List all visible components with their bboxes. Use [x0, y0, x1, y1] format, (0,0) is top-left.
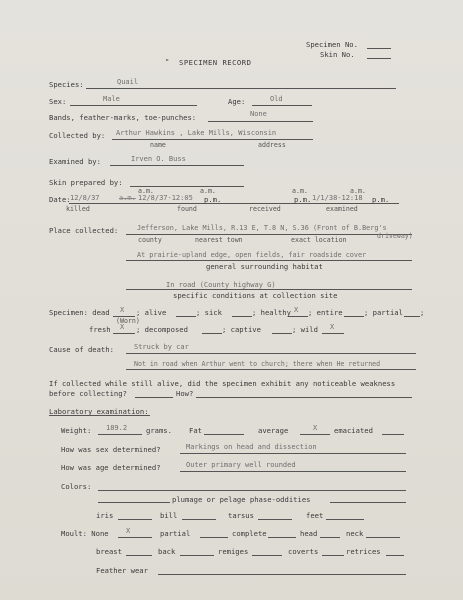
specimen-decomposed-label: ; decomposed	[136, 325, 188, 334]
sex-label: Sex:	[49, 97, 67, 106]
specimen-sick-blank[interactable]	[232, 316, 252, 317]
specimen-fresh-blank	[113, 333, 135, 334]
place-collected-line	[126, 234, 412, 235]
specimen-dead-mark[interactable]: X	[120, 306, 125, 314]
date-pm-2: p.m.	[372, 195, 390, 204]
specimen-wild-blank	[322, 333, 344, 334]
weight-line	[98, 434, 142, 435]
moult-neck-line[interactable]	[366, 537, 400, 538]
moult-partial-label: partial	[160, 529, 191, 538]
feather-wear-label: Feather wear	[96, 566, 148, 575]
specimen-healthy-blank	[288, 316, 308, 317]
fat-average-line	[300, 434, 330, 435]
fat-average-label: average	[258, 426, 289, 435]
moult-coverts-line[interactable]	[322, 555, 344, 556]
conditions-caption: specific conditions at collection site	[173, 291, 338, 300]
bands-value[interactable]: None	[250, 110, 267, 118]
lab-exam-heading-underline	[49, 415, 150, 416]
moult-coverts-label: coverts	[288, 547, 319, 556]
place-location-caption: exact location	[291, 236, 347, 244]
weight-value[interactable]: 189.2	[106, 424, 128, 432]
weakness-how-label: How?	[176, 389, 194, 398]
weakness-how-line[interactable]	[196, 397, 412, 398]
feet-label: feet	[306, 511, 324, 520]
plumage-line-2[interactable]	[330, 502, 406, 503]
specimen-sick-label: ; sick	[196, 308, 222, 317]
age-determined-question: How was age determined?	[61, 463, 161, 472]
fat-emaciated-label: emaciated	[334, 426, 373, 435]
cause-of-death-label: Cause of death:	[49, 345, 114, 354]
iris-label: iris	[96, 511, 114, 520]
date-received-caption: received	[249, 205, 281, 213]
sex-determined-answer[interactable]: Markings on head and dissection	[186, 443, 317, 451]
collected-by-name-caption: name	[150, 141, 166, 149]
sex-value[interactable]: Male	[103, 95, 120, 103]
place-collected-label: Place collected:	[49, 226, 119, 235]
skin-no-line[interactable]	[367, 58, 391, 59]
date-examined-caption: examined	[326, 205, 358, 213]
specimen-partial-semicolon: ;	[420, 308, 425, 317]
habitat-value[interactable]: At prairie-upland edge, open fields, fair roadside cover	[137, 251, 367, 259]
date-pm-1: p.m.	[204, 195, 222, 204]
species-line	[86, 88, 396, 89]
moult-remiges-label: remiges	[218, 547, 249, 556]
moult-head-line[interactable]	[320, 537, 340, 538]
species-value[interactable]: Quail	[117, 78, 139, 86]
moult-complete-line[interactable]	[268, 537, 296, 538]
moult-head-label: head	[300, 529, 318, 538]
plumage-label: plumage or pelage phase-oddities	[172, 495, 311, 504]
specimen-alive-label: ; alive	[136, 308, 167, 317]
grams-label: grams.	[146, 426, 172, 435]
moult-none-label: Moult: None	[61, 529, 109, 538]
place-collected-value-continued[interactable]: driveway)	[377, 232, 413, 240]
specimen-decomposed-blank[interactable]	[202, 333, 222, 334]
collected-by-address-caption: address	[258, 141, 286, 149]
specimen-fresh-mark[interactable]: X	[120, 323, 125, 331]
bill-line[interactable]	[182, 519, 216, 520]
fat-label: Fat	[189, 426, 202, 435]
specimen-no-line[interactable]	[367, 48, 391, 49]
date-pm-received: p.m.	[294, 195, 312, 204]
examined-by-value[interactable]: Irven O. Buss	[131, 155, 186, 163]
age-determined-line	[180, 471, 406, 472]
habitat-line	[126, 260, 412, 261]
age-determined-answer[interactable]: Outer primary well rounded	[186, 461, 296, 469]
moult-neck-label: neck	[346, 529, 364, 538]
specimen-healthy-mark[interactable]: X	[294, 306, 299, 314]
species-label: Species:	[49, 80, 84, 89]
sex-determined-question: How was sex determined?	[61, 445, 161, 454]
date-found-value[interactable]: 12/8/37-12:05	[138, 194, 193, 202]
colors-line[interactable]	[98, 490, 406, 491]
weight-label: Weight:	[61, 426, 92, 435]
specimen-healthy-label: ; healthy	[252, 308, 291, 317]
date-killed-ampm-struck: a.m.	[119, 194, 136, 202]
date-am-1: a.m.	[138, 187, 154, 195]
double-quote-mark: "	[165, 57, 170, 66]
age-label: Age:	[228, 97, 246, 106]
iris-line[interactable]	[118, 519, 152, 520]
sex-line	[70, 105, 197, 106]
cause-of-death-value[interactable]: Struck by car	[134, 343, 189, 351]
moult-partial-line[interactable]	[200, 537, 228, 538]
specimen-captive-blank[interactable]	[272, 333, 292, 334]
specimen-wild-label: ; wild	[292, 325, 318, 334]
date-found-caption: found	[177, 205, 197, 213]
moult-breast-label: breast	[96, 547, 122, 556]
date-ampm-struck-2: a.m.	[350, 187, 366, 195]
fat-line[interactable]	[204, 434, 244, 435]
date-line	[69, 203, 399, 204]
conditions-value[interactable]: In road (County highway G)	[166, 281, 276, 289]
bill-label: bill	[160, 511, 178, 520]
date-am-2: a.m.	[292, 187, 308, 195]
fat-average-mark[interactable]: X	[313, 424, 318, 432]
fat-emaciated-line[interactable]	[382, 434, 404, 435]
weakness-question-line-1: If collected while still alive, did the specimen exhibit any noticeable weakness	[49, 379, 396, 388]
moult-none-line	[118, 537, 152, 538]
moult-retrices-label: retrices	[346, 547, 381, 556]
weakness-question-line-2: before collecting?	[49, 389, 127, 398]
collected-by-line	[112, 139, 313, 140]
form-title: SPECIMEN RECORD	[179, 58, 252, 67]
specimen-wild-mark[interactable]: X	[330, 323, 335, 331]
specimen-dead-label: Specimen: dead	[49, 308, 110, 317]
colors-label: Colors:	[61, 482, 92, 491]
specimen-entire-blank[interactable]	[344, 316, 364, 317]
moult-breast-line[interactable]	[126, 555, 152, 556]
specimen-entire-label: ; entire	[308, 308, 343, 317]
place-county-caption: county	[138, 236, 162, 244]
specimen-captive-label: ; captive	[222, 325, 261, 334]
plumage-line[interactable]	[98, 502, 170, 503]
bands-line	[208, 121, 313, 122]
skin-no-label: Skin No.	[320, 50, 355, 59]
habitat-caption: general surrounding habitat	[206, 262, 323, 271]
moult-retrices-line[interactable]	[386, 555, 404, 556]
moult-remiges-line[interactable]	[252, 555, 282, 556]
specimen-partial-blank[interactable]	[404, 316, 420, 317]
moult-back-label: back	[158, 547, 176, 556]
bands-label: Bands, feather-marks, toe-punches:	[49, 113, 197, 122]
feather-wear-line[interactable]	[158, 574, 406, 575]
date-ampm-struck-1: a.m.	[200, 187, 216, 195]
age-line	[252, 105, 312, 106]
cause-of-death-line	[126, 353, 416, 354]
lab-exam-heading: Laboratory examination:	[49, 407, 149, 416]
date-killed-value[interactable]: 12/8/37	[70, 194, 100, 202]
feet-line[interactable]	[326, 519, 364, 520]
tarsus-line[interactable]	[258, 519, 292, 520]
date-label: Date:	[49, 195, 71, 204]
moult-none-mark[interactable]: X	[126, 527, 131, 535]
cause-of-death-line-2	[126, 369, 416, 370]
date-received-value[interactable]: 1/1/38-12:18	[312, 194, 363, 202]
specimen-no-label: Specimen No.	[306, 40, 358, 49]
collected-by-value[interactable]: Arthur Hawkins , Lake Mills, Wisconsin	[116, 129, 277, 137]
specimen-fresh-label: fresh	[89, 325, 111, 334]
place-town-caption: nearest town	[195, 236, 243, 244]
specimen-partial-label: ; partial	[364, 308, 403, 317]
conditions-line	[126, 289, 412, 290]
specimen-alive-blank[interactable]	[176, 316, 196, 317]
place-collected-value[interactable]: Jefferson, Lake Mills, R.13 E, T.8 N, S.36 (Front of B.Berg's	[137, 224, 387, 232]
cause-of-death-value-continued[interactable]: Not in road when Arthur went to church; there when He returned	[134, 360, 381, 368]
examined-by-label: Examined by:	[49, 157, 101, 166]
moult-back-line[interactable]	[180, 555, 214, 556]
tarsus-label: tarsus	[228, 511, 254, 520]
age-value[interactable]: Old	[270, 95, 283, 103]
specimen-worn-note: (Worn)	[116, 317, 140, 325]
date-killed-caption: killed	[66, 205, 90, 213]
sex-determined-line	[180, 453, 406, 454]
skin-prepared-by-label: Skin prepared by:	[49, 178, 123, 187]
weakness-answer-line[interactable]	[135, 397, 173, 398]
collected-by-label: Collected by:	[49, 131, 106, 140]
moult-complete-label: complete	[232, 529, 267, 538]
examined-by-line	[110, 165, 244, 166]
